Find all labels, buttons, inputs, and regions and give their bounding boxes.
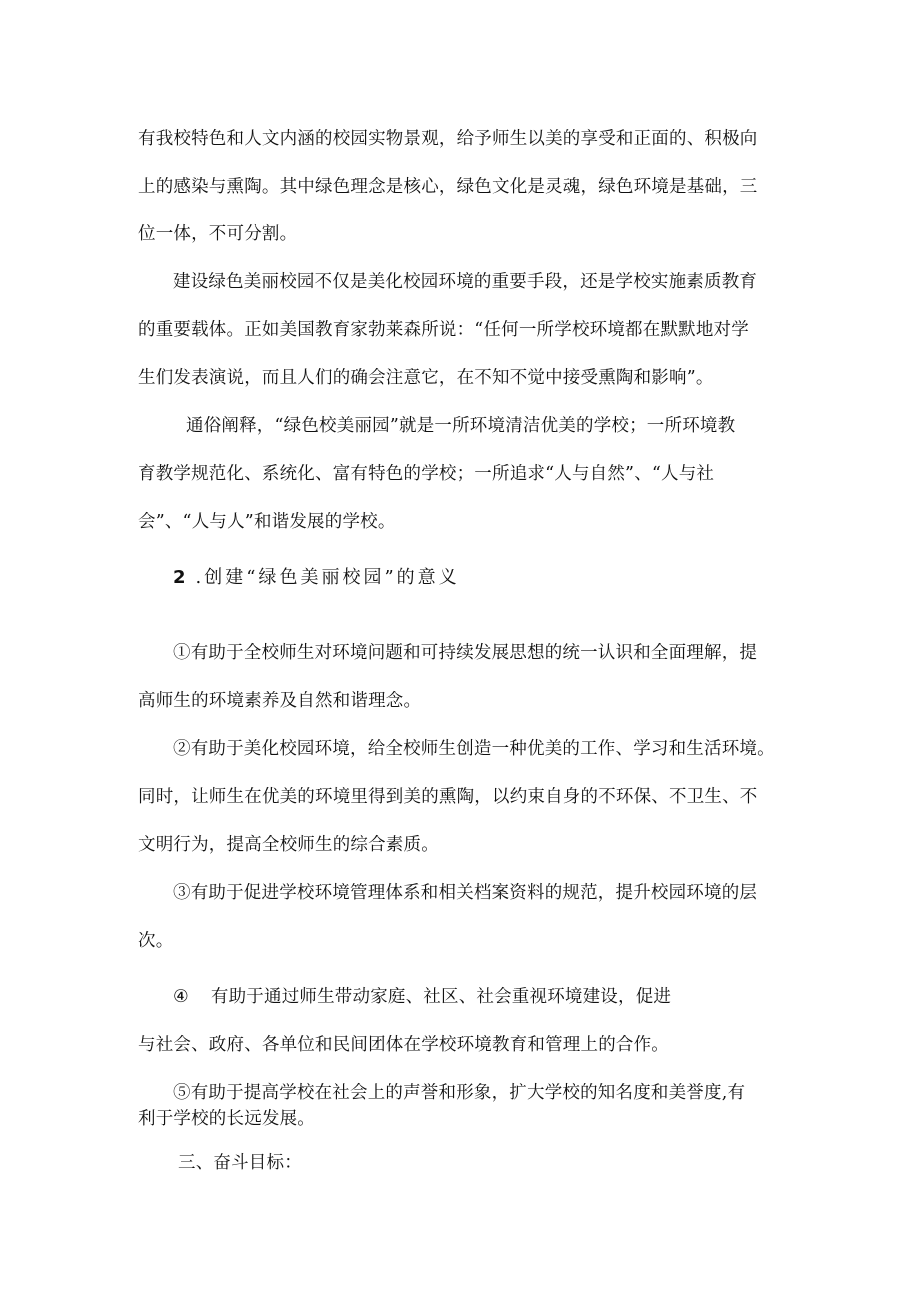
item2-line3: 文明行为，提高全校师生的综合素质。 <box>138 835 439 855</box>
item5-line1: ⑤有助于提高学校在社会上的声誉和形象，扩大学校的知名度和美誉度,有 <box>173 1083 746 1103</box>
item4-marker: ④ <box>173 987 189 1007</box>
para1-line2: 上的感染与熏陶。其中绿色理念是核心，绿色文化是灵魂，绿色环境是基础，三 <box>138 177 758 197</box>
para2-line1: 建设绿色美丽校园不仅是美化校园环境的重要手段，还是学校实施素质教育 <box>173 272 758 292</box>
para1-line1: 有我校特色和人文内涵的校园实物景观，给予师生以美的享受和正面的、积极向 <box>138 129 758 149</box>
heading-number: 2 <box>173 567 186 588</box>
item4-text: 有助于通过师生带动家庭、社区、社会重视环境建设，促进 <box>210 987 672 1007</box>
para2-line3: 生们发表演说，而且人们的确会注意它，在不知不觉中接受熏陶和影响”。 <box>138 368 714 388</box>
item5-line2: 利于学校的长远发展。 <box>138 1109 315 1129</box>
item3-line1: ③有助于促进学校环境管理体系和相关档案资料的规范，提升校园环境的层 <box>173 883 758 903</box>
para3-line1: 通俗阐释，“绿色校美丽园”就是一所环境清洁优美的学校；一所环境教 <box>186 416 736 436</box>
section-3-title: 三、奋斗目标： <box>178 1153 302 1173</box>
item2-line2: 同时，让师生在优美的环境里得到美的熏陶，以约束自身的不环保、不卫生、不 <box>138 787 758 807</box>
heading-text: .创建“绿色美丽校园”的意义 <box>195 567 460 588</box>
item4-line2: 与社会、政府、各单位和民间团体在学校环境教育和管理上的合作。 <box>138 1035 669 1055</box>
item1-line2: 高师生的环境素养及自然和谐理念。 <box>138 691 422 711</box>
para2-line2: 的重要载体。正如美国教育家勃莱森所说：“任何一所学校环境都在默默地对学 <box>138 320 749 340</box>
item4-line1 <box>173 985 823 1009</box>
para3-line3: 会”、“人与人”和谐发展的学校。 <box>138 512 396 532</box>
item3-line2: 次。 <box>138 931 174 951</box>
item1-line1: ①有助于全校师生对环境问题和可持续发展思想的统一认识和全面理解，提 <box>173 643 758 663</box>
para1-line3: 位一体，不可分割。 <box>138 224 298 244</box>
item2-line1: ②有助于美化校园环境，给全校师生创造一种优美的工作、学习和生活环境。 <box>173 739 775 759</box>
section-heading-2 <box>173 566 460 590</box>
para3-line2: 育教学规范化、系统化、富有特色的学校；一所追求“人与自然”、“人与社 <box>138 464 715 484</box>
